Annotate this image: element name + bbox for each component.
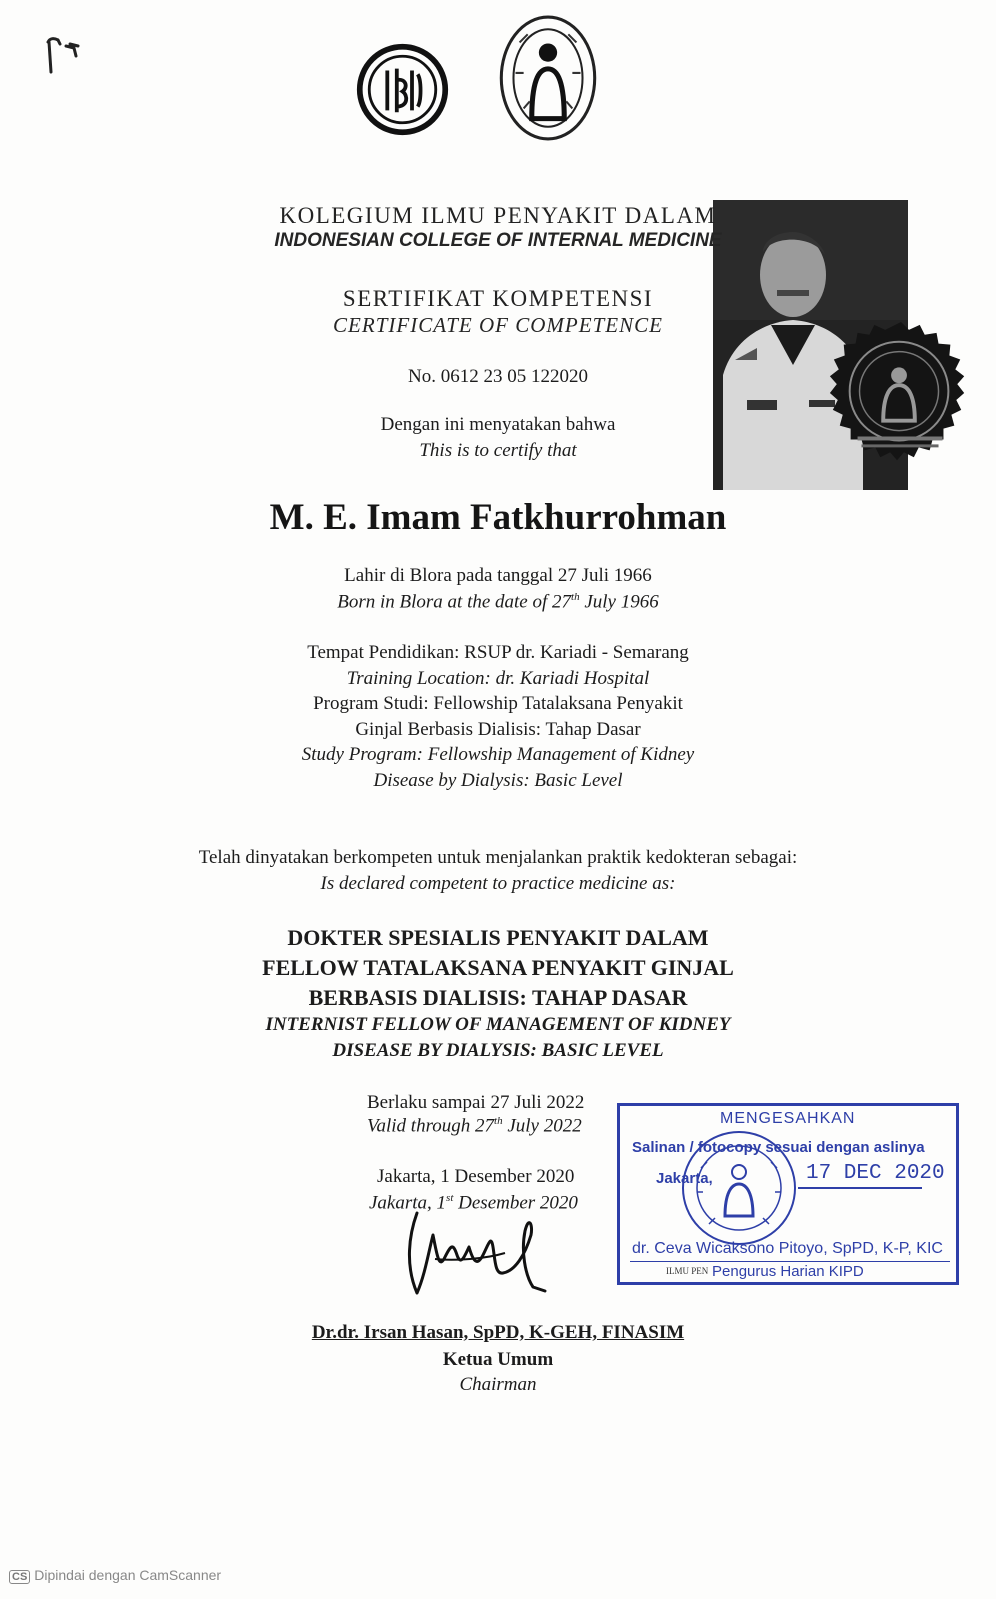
intro-line-en: This is to certify that — [419, 440, 577, 461]
scanner-watermark — [9, 1567, 221, 1584]
signatory-role-en: Chairman — [459, 1374, 537, 1395]
stamp-copy-note: Salinan / fotocopy sesuai dengan aslinya — [632, 1139, 925, 1156]
birth-en-sup: th — [571, 591, 580, 603]
legalization-stamp — [617, 1103, 959, 1285]
corner-pen-mark-icon — [44, 34, 94, 74]
competence-title-2: FELLOW TATALAKSANA PENYAKIT GINJAL — [262, 955, 734, 980]
ipd-logo-icon — [355, 42, 450, 137]
certificate-number: No. 0612 23 05 122020 — [408, 366, 588, 387]
scanner-text: Dipindai dengan CamScanner — [34, 1567, 222, 1583]
org-name-en: INDONESIAN COLLEGE OF INTERNAL MEDICINE — [274, 230, 722, 251]
physician-association-logo-icon — [497, 12, 599, 144]
birth-line-id: Lahir di Blora pada tanggal 27 Juli 1966 — [344, 565, 652, 586]
signatory-role-id: Ketua Umum — [442, 1349, 554, 1370]
training-place-en: Training Location: dr. Kariadi Hospital — [346, 668, 650, 689]
valid-en-sup: th — [494, 1115, 503, 1127]
holder-name: M. E. Imam Fatkhurrohman — [269, 497, 727, 538]
signatory-name-text: Dr.dr. Irsan Hasan, SpPD, K-GEH, FINASIM — [311, 1322, 685, 1343]
birth-en-prefix: Born in Blora at the date of 27 — [337, 591, 572, 613]
org-name-id: KOLEGIUM ILMU PENYAKIT DALAM — [279, 203, 717, 228]
program-en-line-1: Study Program: Fellowship Management of Kidney — [301, 744, 695, 765]
birth-en-suffix: July 1966 — [579, 591, 659, 613]
declaration-line-id: Telah dinyatakan berkompeten untuk menjalankan praktik kedokteran sebagai: — [198, 847, 798, 868]
place-date-id: Jakarta, 1 Desember 2020 — [377, 1166, 575, 1187]
competence-title-en-2: DISEASE BY DIALYSIS: BASIC LEVEL — [332, 1040, 664, 1061]
valid-en-prefix: Valid through 27 — [367, 1115, 495, 1137]
certificate-title-id: SERTIFIKAT KOMPETENSI — [342, 286, 654, 311]
training-place-id: Tempat Pendidikan: RSUP dr. Kariadi - Semarang — [307, 642, 689, 663]
valid-until-id: Berlaku sampai 27 Juli 2022 — [367, 1092, 585, 1113]
program-id-line-2: Ginjal Berbasis Dialisis: Tahap Dasar — [355, 719, 641, 740]
competence-title-3: BERBASIS DIALISIS: TAHAP DASAR — [308, 985, 688, 1010]
competence-title-1: DOKTER SPESIALIS PENYAKIT DALAM — [287, 925, 709, 950]
stamp-divider — [630, 1261, 950, 1262]
birth-line-en — [0, 591, 996, 613]
date-en-suffix: Desember 2020 — [453, 1192, 578, 1214]
declaration-line-en: Is declared competent to practice medicine as: — [320, 873, 676, 894]
program-id-line-1: Program Studi: Fellowship Tatalaksana Penyakit — [313, 693, 683, 714]
stamp-date-underline — [798, 1187, 922, 1189]
stamp-org-small: ILMU PEN — [666, 1266, 709, 1276]
signature-icon — [395, 1195, 565, 1310]
stamp-city: Jakarta, — [656, 1170, 713, 1187]
signatory-name — [0, 1322, 996, 1344]
stamp-official: dr. Ceva Wicaksono Pitoyo, SpPD, K-P, KIC — [632, 1240, 943, 1257]
intro-line-id: Dengan ini menyatakan bahwa — [380, 414, 616, 435]
valid-en-suffix: July 2022 — [502, 1115, 582, 1137]
certificate-title-en: CERTIFICATE OF COMPETENCE — [333, 313, 663, 337]
stamp-date: 17 DEC 2020 — [806, 1162, 945, 1185]
competence-title-en-1: INTERNIST FELLOW OF MANAGEMENT OF KIDNEY — [265, 1014, 731, 1035]
date-en-sup: st — [446, 1192, 454, 1204]
stamp-role: Pengurus Harian KIPD — [712, 1263, 864, 1280]
date-en-prefix: Jakarta, 1 — [369, 1192, 447, 1214]
camscanner-icon: CS — [9, 1570, 30, 1584]
stamp-title: MENGESAHKAN — [720, 1110, 856, 1127]
program-en-line-2: Disease by Dialysis: Basic Level — [373, 770, 623, 791]
valid-until-en — [367, 1115, 582, 1137]
